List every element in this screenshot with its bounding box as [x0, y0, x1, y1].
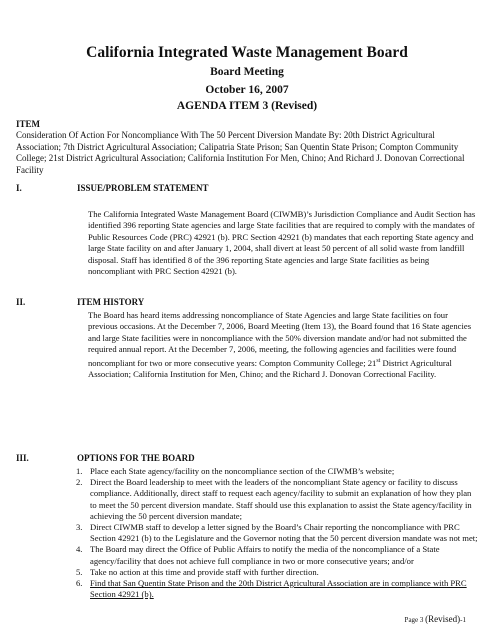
option-number: 3. [76, 522, 83, 533]
option-number: 2. [76, 477, 83, 488]
option-text: Take no action at this time and provide staff with further direction. [90, 566, 319, 577]
option-text: Direct CIWMB staff to develop a letter signed by the Board’s Chair reporting the noncompliance with PRC Section 42921 (b) to the Legislature and the Governor noting that the 50 percent diversion mandate was not met; [90, 522, 478, 544]
list-item [76, 477, 478, 522]
section-2-superscript: st [376, 357, 381, 364]
section-2-text-b: District Agricultural Association; California Institution for Men, Chino; and the Richard J. Donovan Correctional Facility. [88, 357, 452, 379]
list-item [76, 522, 478, 544]
meeting-date: October 16, 2007 [205, 84, 289, 96]
option-text: Direct the Board leadership to meet with the leaders of the noncompliant State agency or facility to discuss compliance. Additionally, direct staff to request each agency/facility to submit an explanation of how they plan to meet the 50 percent diversion mandate. Staff should use this explanation to assist the State agency/facility in achieving the 50 percent diversion mandate; [90, 477, 472, 521]
option-text: The Board may direct the Office of Public Affairs to notify the media of the noncompliance of a State agency/facility that does not achieve full compliance in two or more consecutive years; and/or [90, 544, 440, 566]
section-2-text-a: The Board has heard items addressing noncompliance of State Agencies and large State facilities on four previous occasions. At the December 7, 2006, Board Meeting (Item 13), the Board found that 16 State agencies and large State facilities were in noncompliance with the 50% diversion mandate and/or had not submitted the required annual report. At the December 7, 2006, meeting, the following agencies and facilities were found noncompliant for two or more consecutive years: Compton Community College; 21 [88, 310, 472, 368]
section-2-number: II. [16, 297, 26, 307]
footer-page-suffix: -1 [460, 616, 466, 624]
list-item [76, 567, 478, 578]
item-heading: ITEM [16, 119, 41, 129]
option-number: 4. [76, 544, 83, 555]
option-number: 6. [76, 578, 83, 589]
section-1-number: I. [16, 183, 22, 193]
section-1-title: ISSUE/PROBLEM STATEMENT [77, 183, 209, 193]
options-list [76, 466, 478, 600]
option-text: Place each State agency/facility on the noncompliance section of the CIWMB’s website; [90, 466, 395, 476]
section-1-text: The California Integrated Waste Management Board (CIWMB)’s Jurisdiction Compliance and Audit Section has identified 396 reporting State agencies and large State facilities that are required to comply with the mandates of Public Resources Code (PRC) 42921 (b). PRC Section 42921 (b) mandates that each reporting State agency and large State facility on and after January 1, 2004, shall divert at least 50 percent of all solid waste from landfill disposal. Staff has identified 8 of the 396 reporting State agencies and large State facilities as being noncompliant with PRC Section 42921 (b). [88, 209, 476, 277]
meeting-label: Board Meeting [210, 66, 284, 78]
list-item [76, 578, 478, 600]
list-item [76, 544, 478, 566]
section-2-text [88, 310, 476, 380]
option-text: Find that San Quentin State Prison and the 20th District Agricultural Association are in compliance with PRC Section 42921 (b). [90, 578, 467, 600]
item-description: Consideration Of Action For Noncompliance With The 50 Percent Diversion Mandate By: 20th District Agricultural Association; 7th District Agricultural Association; Calipatria State Prison; San Quentin State Prison; Compton Community College; 21st District Agricultural Association; California Institution For Men, Chino; And Richard J. Donovan Correctional Facility [16, 130, 465, 175]
list-item [76, 466, 478, 477]
footer-page-prefix: Page 3 [404, 616, 426, 624]
section-3-title: OPTIONS FOR THE BOARD [77, 453, 195, 463]
agenda-item-title: AGENDA ITEM 3 (Revised) [176, 100, 318, 112]
page-footer [405, 614, 466, 624]
section-2-title: ITEM HISTORY [77, 297, 145, 307]
section-3-number: III. [16, 453, 29, 463]
option-number: 1. [76, 466, 83, 476]
org-title: California Integrated Waste Management Board [86, 44, 408, 61]
option-number: 5. [76, 566, 83, 577]
footer-revised: (Revised) [425, 614, 461, 624]
